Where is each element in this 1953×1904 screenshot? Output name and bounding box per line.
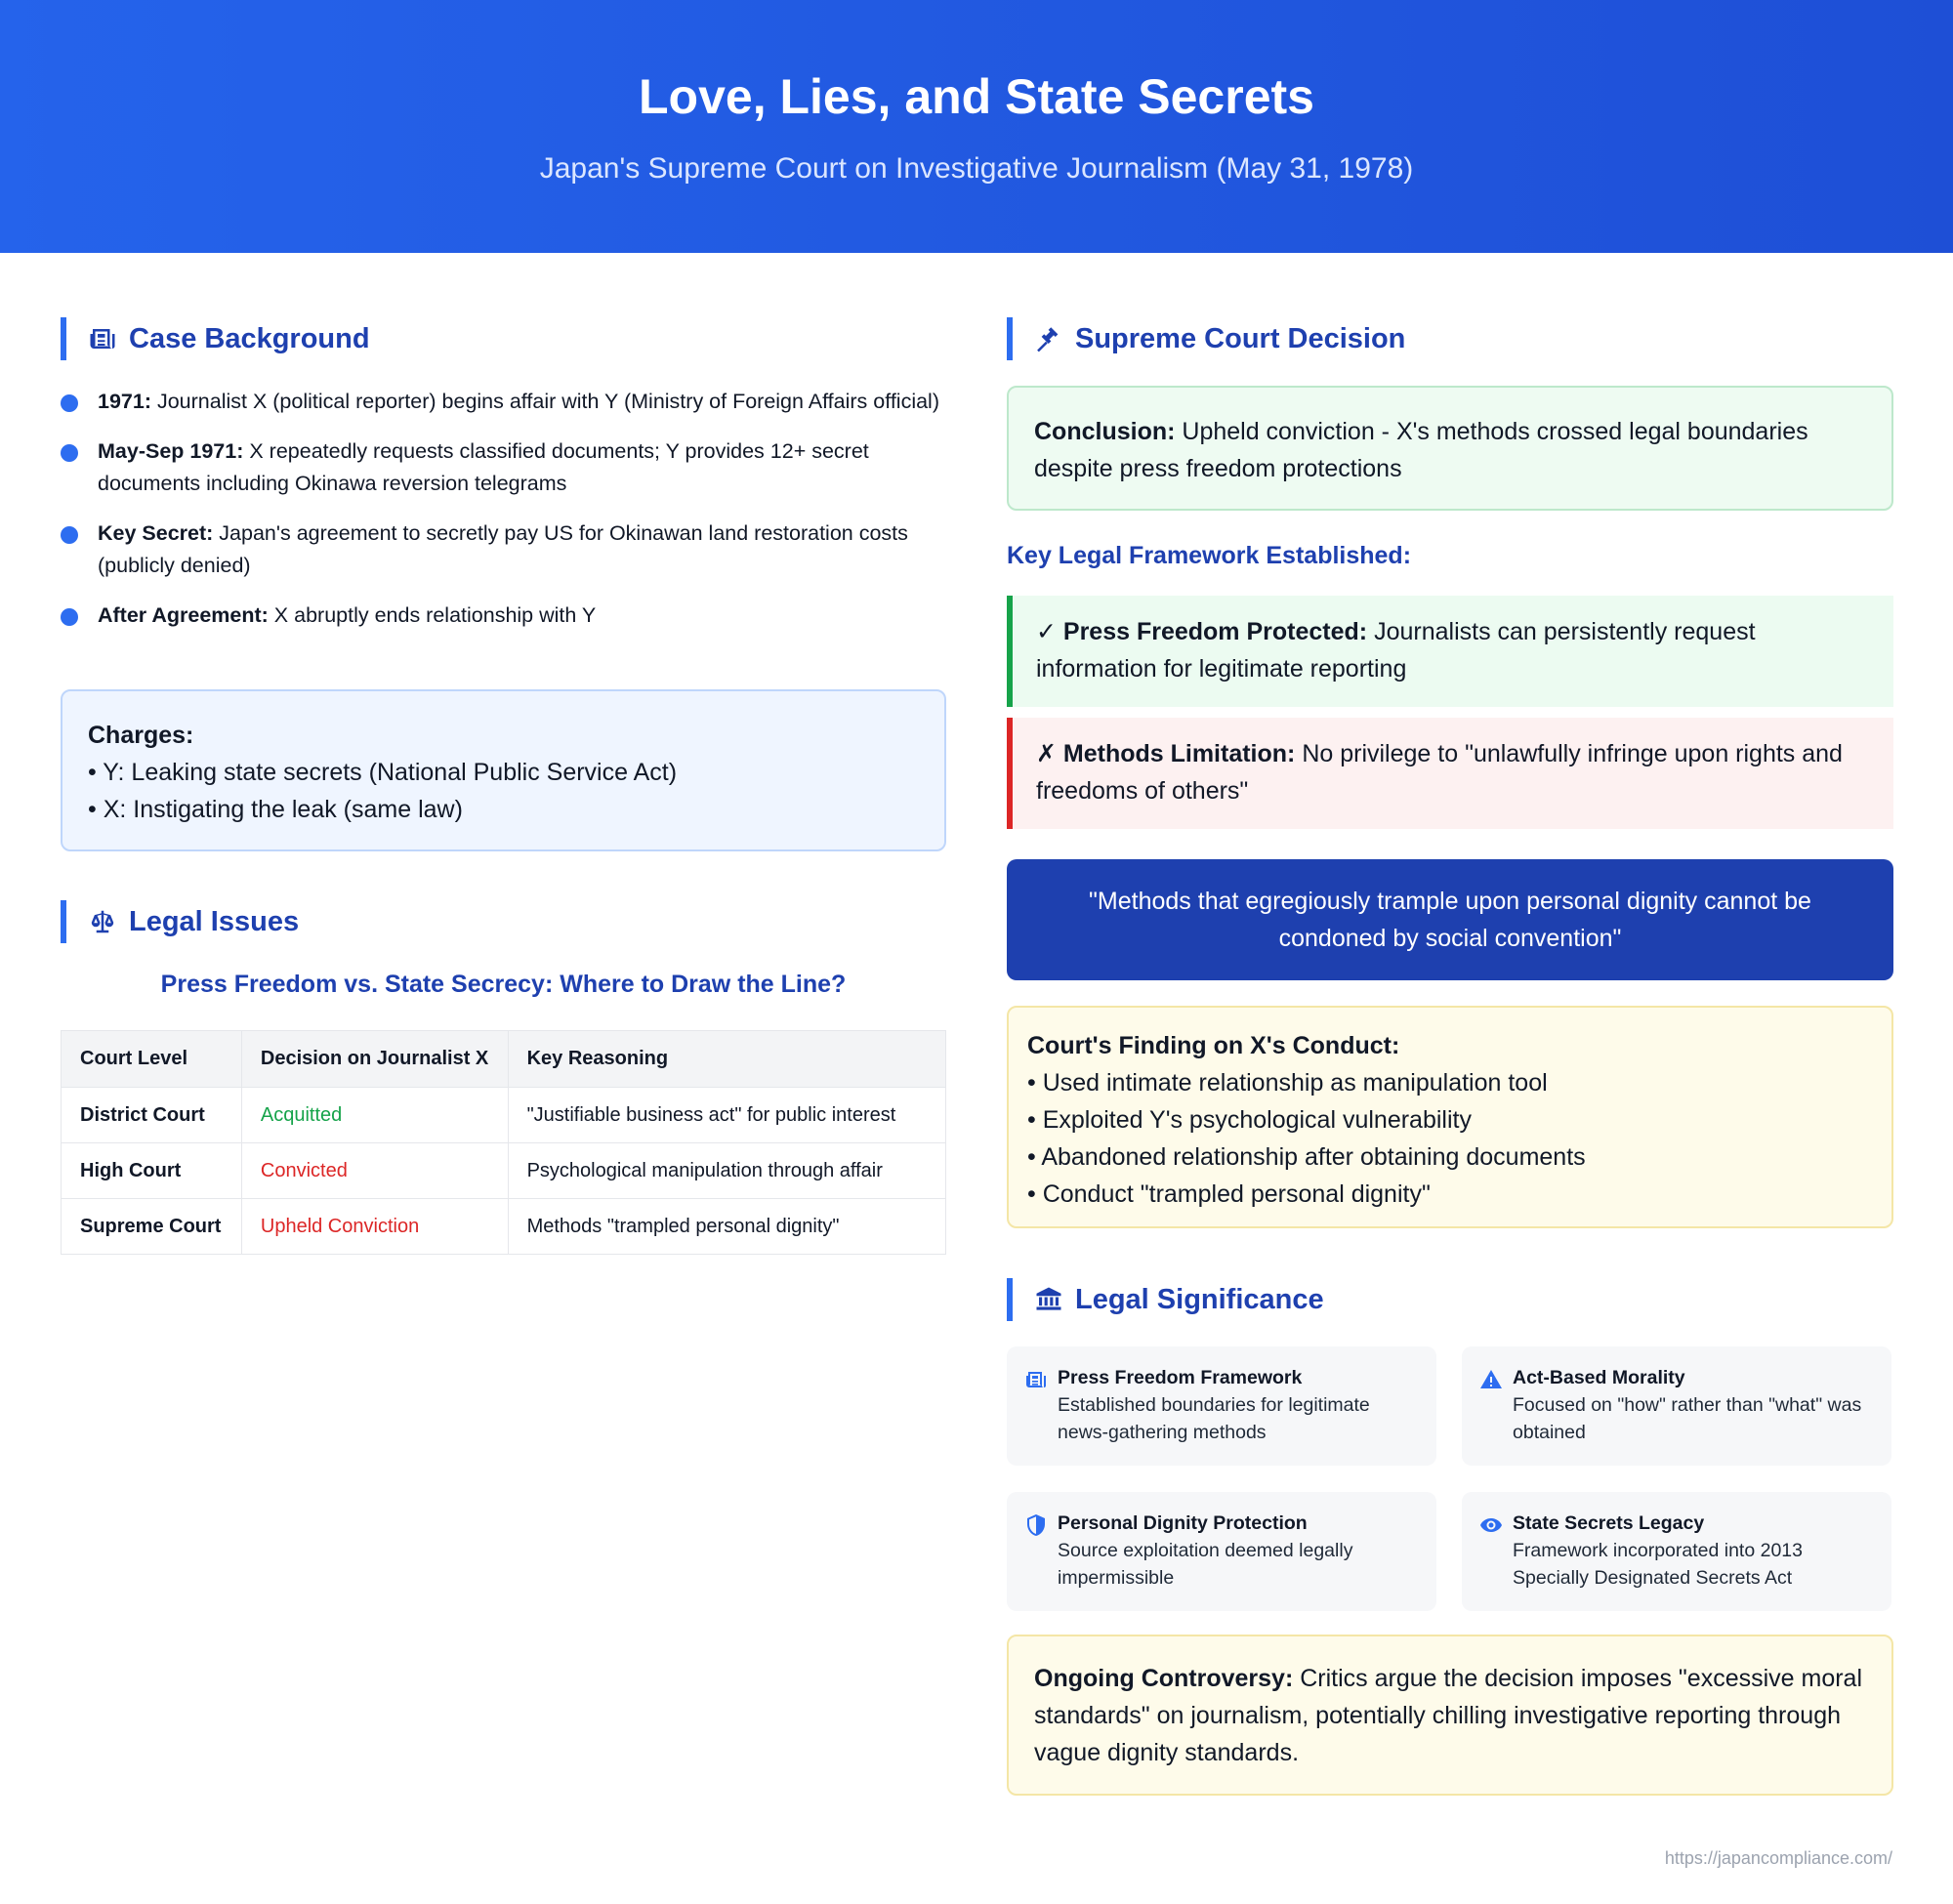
- reasoning-cell: Psychological manipulation through affair: [508, 1143, 945, 1199]
- limitation-label: ✗ Methods Limitation:: [1036, 740, 1296, 767]
- footer-url: https://japancompliance.com/: [1664, 1848, 1892, 1868]
- bullet-dot: [61, 444, 78, 462]
- finding-box: [1007, 1006, 1893, 1228]
- card-title: Press Freedom Framework: [1058, 1367, 1303, 1388]
- reasoning-cell: Methods "trampled personal dignity": [508, 1199, 945, 1255]
- charges-title: Charges:: [88, 722, 194, 749]
- controversy-text: Critics argue the decision imposes "excessive moral standards" on journalism, potentially chilling investigative reporting through vague dignity standards.: [1034, 1665, 1863, 1766]
- card-title: Act-Based Morality: [1513, 1367, 1685, 1388]
- background-list: [61, 386, 946, 649]
- section-title-text: Case Background: [129, 322, 370, 354]
- methods-limitation-box: [1007, 718, 1893, 829]
- finding-item: • Exploited Y's psychological vulnerability: [1027, 1106, 1472, 1134]
- bullet-dot: [61, 394, 78, 412]
- list-item: May-Sep 1971: X repeatedly requests classified documents; Y provides 12+ secret documents including Okinawa reversion telegrams: [61, 435, 946, 500]
- table-row: [62, 1199, 946, 1255]
- significance-card: [1007, 1492, 1436, 1611]
- card-description: Established boundaries for legitimate news-gathering methods: [1058, 1394, 1370, 1443]
- decision-cell: Acquitted: [241, 1088, 508, 1143]
- gavel-icon: [1034, 324, 1063, 353]
- section-title-background: [61, 317, 370, 360]
- page-subtitle: Japan's Supreme Court on Investigative Journalism (May 31, 1978): [539, 152, 1414, 185]
- limitation-text: No privilege to "unlawfully infringe upon rights and freedoms of others": [1036, 740, 1843, 805]
- conclusion-label: Conclusion:: [1034, 418, 1176, 445]
- eye-icon: [1479, 1513, 1503, 1537]
- landmark-icon: [1034, 1285, 1063, 1314]
- column-header: Decision on Journalist X: [241, 1031, 508, 1088]
- court-level-cell: Supreme Court: [62, 1199, 242, 1255]
- finding-item: • Abandoned relationship after obtaining documents: [1027, 1143, 1586, 1171]
- bullet-dot: [61, 526, 78, 544]
- column-header: Court Level: [62, 1031, 242, 1088]
- bullet-dot: [61, 608, 78, 626]
- protected-label: ✓ Press Freedom Protected:: [1036, 618, 1368, 645]
- section-title-text: Legal Issues: [129, 905, 300, 937]
- page-title: Love, Lies, and State Secrets: [639, 69, 1314, 124]
- finding-title: Court's Finding on X's Conduct:: [1027, 1032, 1400, 1059]
- decision-cell: Convicted: [241, 1143, 508, 1199]
- card-description: Source exploitation deemed legally impermissible: [1058, 1540, 1353, 1589]
- shield-icon: [1024, 1513, 1048, 1537]
- newspaper-icon: [88, 324, 117, 353]
- section-title-text: Supreme Court Decision: [1075, 322, 1406, 354]
- protected-text: Journalists can persistently request information for legitimate reporting: [1036, 618, 1756, 683]
- card-description: Focused on "how" rather than "what" was obtained: [1513, 1394, 1862, 1443]
- press-freedom-protected-box: [1007, 596, 1893, 707]
- section-title-significance: [1007, 1278, 1324, 1321]
- controversy-box: [1007, 1635, 1893, 1796]
- framework-title: Key Legal Framework Established:: [1007, 542, 1412, 569]
- court-quote: "Methods that egregiously trample upon personal dignity cannot be condoned by social convention": [1007, 859, 1893, 980]
- court-level-cell: District Court: [62, 1088, 242, 1143]
- scales-icon: [88, 907, 117, 936]
- significance-card: [1007, 1346, 1436, 1466]
- reasoning-cell: "Justifiable business act" for public interest: [508, 1088, 945, 1143]
- list-item: 1971: Journalist X (political reporter) begins affair with Y (Ministry of Foreign Affairs official): [61, 386, 946, 418]
- controversy-label: Ongoing Controversy:: [1034, 1665, 1294, 1692]
- charges-line: • X: Instigating the leak (same law): [88, 796, 463, 823]
- warning-icon: [1479, 1368, 1503, 1391]
- charges-line: • Y: Leaking state secrets (National Public Service Act): [88, 759, 678, 786]
- list-item: Key Secret: Japan's agreement to secretly pay US for Okinawan land restoration costs (publicly denied): [61, 517, 946, 582]
- court-level-cell: High Court: [62, 1143, 242, 1199]
- court-table: [61, 1030, 946, 1255]
- conclusion-text: Upheld conviction - X's methods crossed legal boundaries despite press freedom protections: [1034, 418, 1808, 482]
- table-row: [62, 1088, 946, 1143]
- issues-question: Press Freedom vs. State Secrecy: Where to Draw the Line?: [160, 971, 847, 998]
- newspaper-icon: [1024, 1368, 1048, 1391]
- list-item: After Agreement: X abruptly ends relationship with Y: [61, 600, 946, 632]
- section-title-text: Legal Significance: [1075, 1283, 1324, 1315]
- page-header: [0, 0, 1953, 253]
- column-header: Key Reasoning: [508, 1031, 945, 1088]
- finding-item: • Conduct "trampled personal dignity": [1027, 1180, 1431, 1208]
- card-title: State Secrets Legacy: [1513, 1512, 1705, 1534]
- decision-cell: Upheld Conviction: [241, 1199, 508, 1255]
- charges-box: [61, 689, 946, 851]
- section-title-issues: [61, 900, 299, 943]
- table-header-row: [62, 1031, 946, 1088]
- significance-card: [1462, 1346, 1891, 1466]
- card-description: Framework incorporated into 2013 Specially Designated Secrets Act: [1513, 1540, 1803, 1589]
- significance-card: [1462, 1492, 1891, 1611]
- finding-item: • Used intimate relationship as manipulation tool: [1027, 1069, 1548, 1097]
- card-title: Personal Dignity Protection: [1058, 1512, 1308, 1534]
- conclusion-box: [1007, 386, 1893, 511]
- table-row: [62, 1143, 946, 1199]
- section-title-decision: [1007, 317, 1405, 360]
